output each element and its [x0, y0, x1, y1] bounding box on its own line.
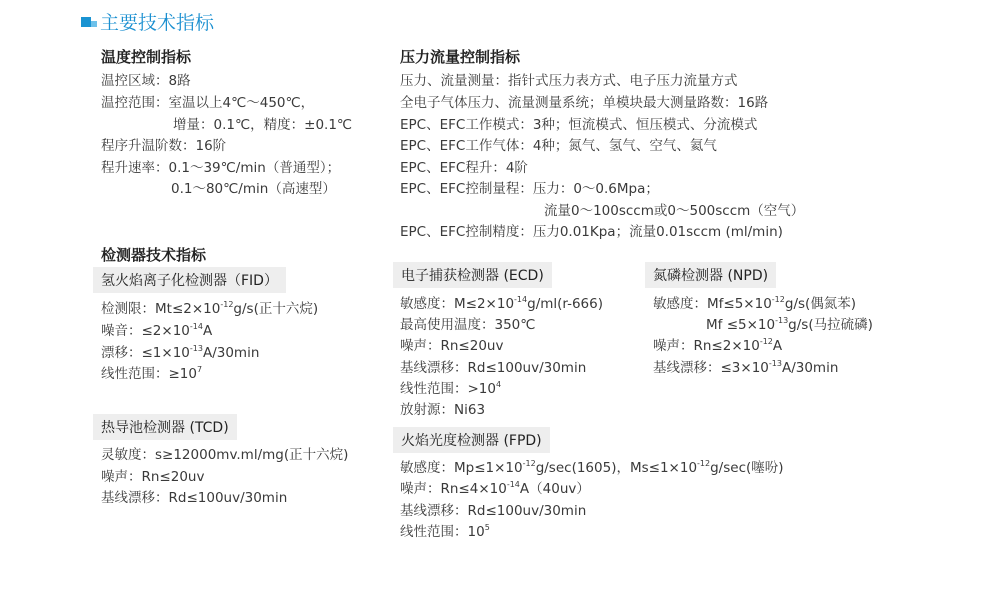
temp-heading: 温度控制指标: [101, 48, 192, 66]
pressure-line-5: EPC、EFC程升：4阶: [400, 160, 528, 176]
fid-detection-limit: 检测限：$Mt\le 2\times 10^{-12}g/s$(正十六烷): [101, 300, 319, 317]
ecd-max-temp: 最高使用温度：350℃: [400, 317, 536, 333]
pressure-line-3: EPC、EFC工作模式：3种；恒流模式、恒压模式、分流模式: [400, 117, 758, 133]
ecd-noise: 噪声：Rn≤20uv: [400, 338, 504, 354]
temp-line-2: 温控范围：室温以上4℃～450℃，: [101, 95, 315, 111]
ecd-radiation-source: 放射源：Ni63: [400, 402, 486, 418]
pressure-line-1: 压力、流量测量：指针式压力表方式、电子压力流量方式: [400, 73, 738, 89]
npd-sensitivity: 敏感度：$Mf\le 5\times 10^{-12}g/s$(偶氮苯): [653, 295, 857, 312]
pressure-line-4: EPC、EFC工作气体：4种；氮气、氢气、空气、氦气: [400, 138, 717, 154]
npd-sensitivity-2: $Mf \le 5\times 10^{-13}g/s$(马拉硫磷): [706, 316, 873, 333]
fid-noise: 噪音：$\le 2\times 10^{-14}A$: [101, 322, 213, 339]
ecd-linear-range: 线性范围：$>10^4$: [400, 380, 502, 397]
ecd-sensitivity: 敏感度：$M\le 2\times 10^{-14}g/ml(r-666)$: [400, 295, 604, 312]
fpd-drift: 基线漂移：Rd≤100uv/30min: [400, 503, 587, 519]
temp-line-6: 0.1～80℃/min（高速型）: [171, 181, 336, 197]
fid-linear-range: 线性范围：$\ge 10^7$: [101, 365, 203, 382]
tcd-sensitivity: 灵敏度：s≥12000mv.ml/mg(正十六烷): [101, 447, 349, 463]
fid-title: 氢火焰离子化检测器（FID）: [93, 267, 286, 293]
temp-line-3: 增量：0.1℃，精度：±0.1℃: [173, 117, 353, 133]
tcd-noise: 噪声：Rn≤20uv: [101, 469, 205, 485]
pressure-line-2: 全电子气体压力、流量测量系统；单模块最大测量路数：16路: [400, 95, 769, 111]
ecd-drift: 基线漂移：Rd≤100uv/30min: [400, 360, 587, 376]
npd-drift: 基线漂移：$\le 3\times 10^{-13}A/30\min$: [653, 359, 839, 376]
fpd-sensitivity: 敏感度：$Mp\le 1\times 10^{-12}g/\sec(1605)$，$Ms\le 1\times 10^{-12}g/\sec$(噻吩): [400, 459, 784, 476]
pressure-heading: 压力流量控制指标: [400, 48, 521, 66]
title-marker-accent-icon: [91, 21, 97, 27]
pressure-line-7: 流量0～100sccm或0～500sccm（空气）: [544, 203, 805, 219]
temp-line-1: 温控区域：8路: [101, 73, 191, 89]
page-title: 主要技术指标: [100, 12, 215, 34]
detector-heading: 检测器技术指标: [101, 246, 207, 264]
tcd-title: 热导池检测器 (TCD): [93, 414, 237, 440]
fpd-noise: 噪声：$Rn\le 4\times 10^{-14}A(40uv)$: [400, 480, 590, 497]
temp-line-5: 程升速率：0.1～39℃/min（普通型）；: [101, 160, 341, 176]
fpd-title: 火焰光度检测器 (FPD): [393, 427, 550, 453]
pressure-line-8: EPC、EFC控制精度：压力0.01Kpa；流量0.01sccm (ml/min): [400, 224, 783, 240]
temp-line-4: 程序升温阶数：16阶: [101, 138, 227, 154]
ecd-title: 电子捕获检测器 (ECD): [393, 262, 552, 288]
npd-title: 氮磷检测器 (NPD): [645, 262, 776, 288]
fpd-linear-range: 线性范围：$10^5$: [400, 523, 490, 540]
title-marker-icon: [81, 17, 91, 27]
fid-drift: 漂移：$\le 1\times 10^{-13}A/30\min$: [101, 344, 260, 361]
tcd-drift: 基线漂移：Rd≤100uv/30min: [101, 490, 288, 506]
npd-noise: 噪声：$Rn\le 2\times 10^{-12}A$: [653, 337, 783, 354]
pressure-line-6: EPC、EFC控制量程：压力：0～0.6Mpa；: [400, 181, 659, 197]
